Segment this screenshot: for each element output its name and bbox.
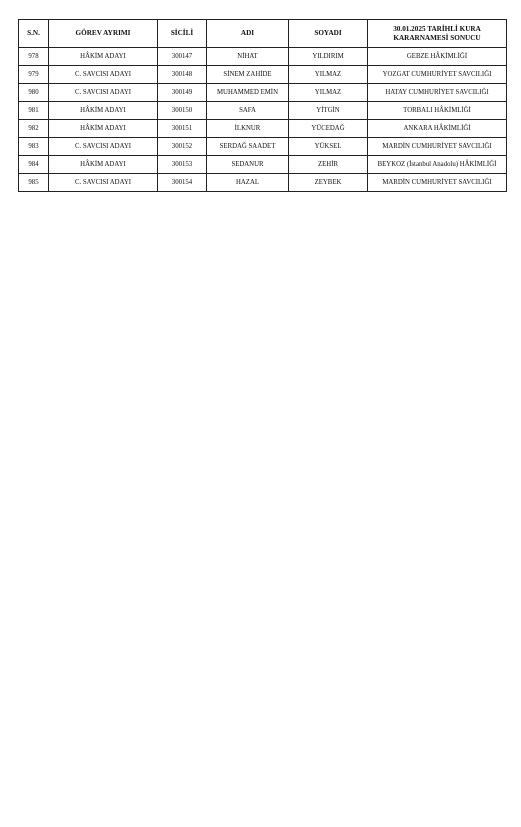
cell-soyadi: YILDIRIM	[289, 48, 368, 66]
cell-gorev-ayrimi: HÂKİM ADAYI	[49, 48, 158, 66]
cell-sicili: 300154	[158, 174, 207, 192]
header-sicili: SİCİLİ	[158, 20, 207, 48]
cell-sicili: 300152	[158, 138, 207, 156]
cell-kura-sonucu: MARDİN CUMHURİYET SAVCILIĞI	[368, 138, 507, 156]
cell-adi: NİHAT	[207, 48, 289, 66]
cell-adi: İLKNUR	[207, 120, 289, 138]
header-adi: ADI	[207, 20, 289, 48]
cell-gorev-ayrimi: C. SAVCISI ADAYI	[49, 66, 158, 84]
cell-sn: 983	[19, 138, 49, 156]
cell-kura-sonucu: HATAY CUMHURİYET SAVCILIĞI	[368, 84, 507, 102]
cell-adi: SİNEM ZAHİDE	[207, 66, 289, 84]
cell-soyadi: YILMAZ	[289, 66, 368, 84]
header-gorev-ayrimi: GÖREV AYRIMI	[49, 20, 158, 48]
cell-gorev-ayrimi: C. SAVCISI ADAYI	[49, 138, 158, 156]
cell-soyadi: ZEYBEK	[289, 174, 368, 192]
cell-soyadi: YÜKSEL	[289, 138, 368, 156]
cell-adi: SERDAĞ SAADET	[207, 138, 289, 156]
cell-adi: HAZAL	[207, 174, 289, 192]
cell-sicili: 300150	[158, 102, 207, 120]
table-row	[19, 66, 507, 84]
cell-soyadi: YILMAZ	[289, 84, 368, 102]
cell-gorev-ayrimi: C. SAVCISI ADAYI	[49, 174, 158, 192]
cell-soyadi: ZEHİR	[289, 156, 368, 174]
cell-kura-sonucu: BEYKOZ (İstanbul Anadolu) HÂKİMLİĞİ	[368, 156, 507, 174]
table-row	[19, 48, 507, 66]
cell-kura-sonucu: ANKARA HÂKİMLİĞİ	[368, 120, 507, 138]
header-kura-sonucu: 30.01.2025 TARİHLİ KURA KARARNAMESİ SONUCU	[368, 20, 507, 48]
cell-sn: 978	[19, 48, 49, 66]
cell-adi: MUHAMMED EMİN	[207, 84, 289, 102]
cell-sn: 981	[19, 102, 49, 120]
cell-gorev-ayrimi: HÂKİM ADAYI	[49, 120, 158, 138]
table-row	[19, 102, 507, 120]
table-row	[19, 138, 507, 156]
header-sn: S.N.	[19, 20, 49, 48]
cell-sn: 980	[19, 84, 49, 102]
cell-sn: 982	[19, 120, 49, 138]
table-body	[19, 48, 507, 192]
cell-sicili: 300151	[158, 120, 207, 138]
table-row	[19, 156, 507, 174]
cell-sn: 979	[19, 66, 49, 84]
cell-gorev-ayrimi: HÂKİM ADAYI	[49, 102, 158, 120]
cell-sicili: 300149	[158, 84, 207, 102]
table-row	[19, 120, 507, 138]
cell-kura-sonucu: TORBALI HÂKİMLİĞİ	[368, 102, 507, 120]
cell-kura-sonucu: YOZGAT CUMHURİYET SAVCILIĞI	[368, 66, 507, 84]
cell-gorev-ayrimi: HÂKİM ADAYI	[49, 156, 158, 174]
cell-soyadi: YİTGİN	[289, 102, 368, 120]
cell-adi: SAFA	[207, 102, 289, 120]
table-row	[19, 84, 507, 102]
cell-soyadi: YÜCEDAĞ	[289, 120, 368, 138]
cell-adi: SEDANUR	[207, 156, 289, 174]
header-soyadi: SOYADI	[289, 20, 368, 48]
table-header-row	[19, 20, 507, 48]
cell-sn: 984	[19, 156, 49, 174]
cell-kura-sonucu: MARDİN CUMHURİYET SAVCILIĞI	[368, 174, 507, 192]
cell-sicili: 300147	[158, 48, 207, 66]
cell-kura-sonucu: GEBZE HÂKİMLİĞİ	[368, 48, 507, 66]
cell-gorev-ayrimi: C. SAVCISI ADAYI	[49, 84, 158, 102]
cell-sn: 985	[19, 174, 49, 192]
table-row	[19, 174, 507, 192]
cell-sicili: 300148	[158, 66, 207, 84]
cell-sicili: 300153	[158, 156, 207, 174]
assignment-table	[18, 19, 507, 192]
